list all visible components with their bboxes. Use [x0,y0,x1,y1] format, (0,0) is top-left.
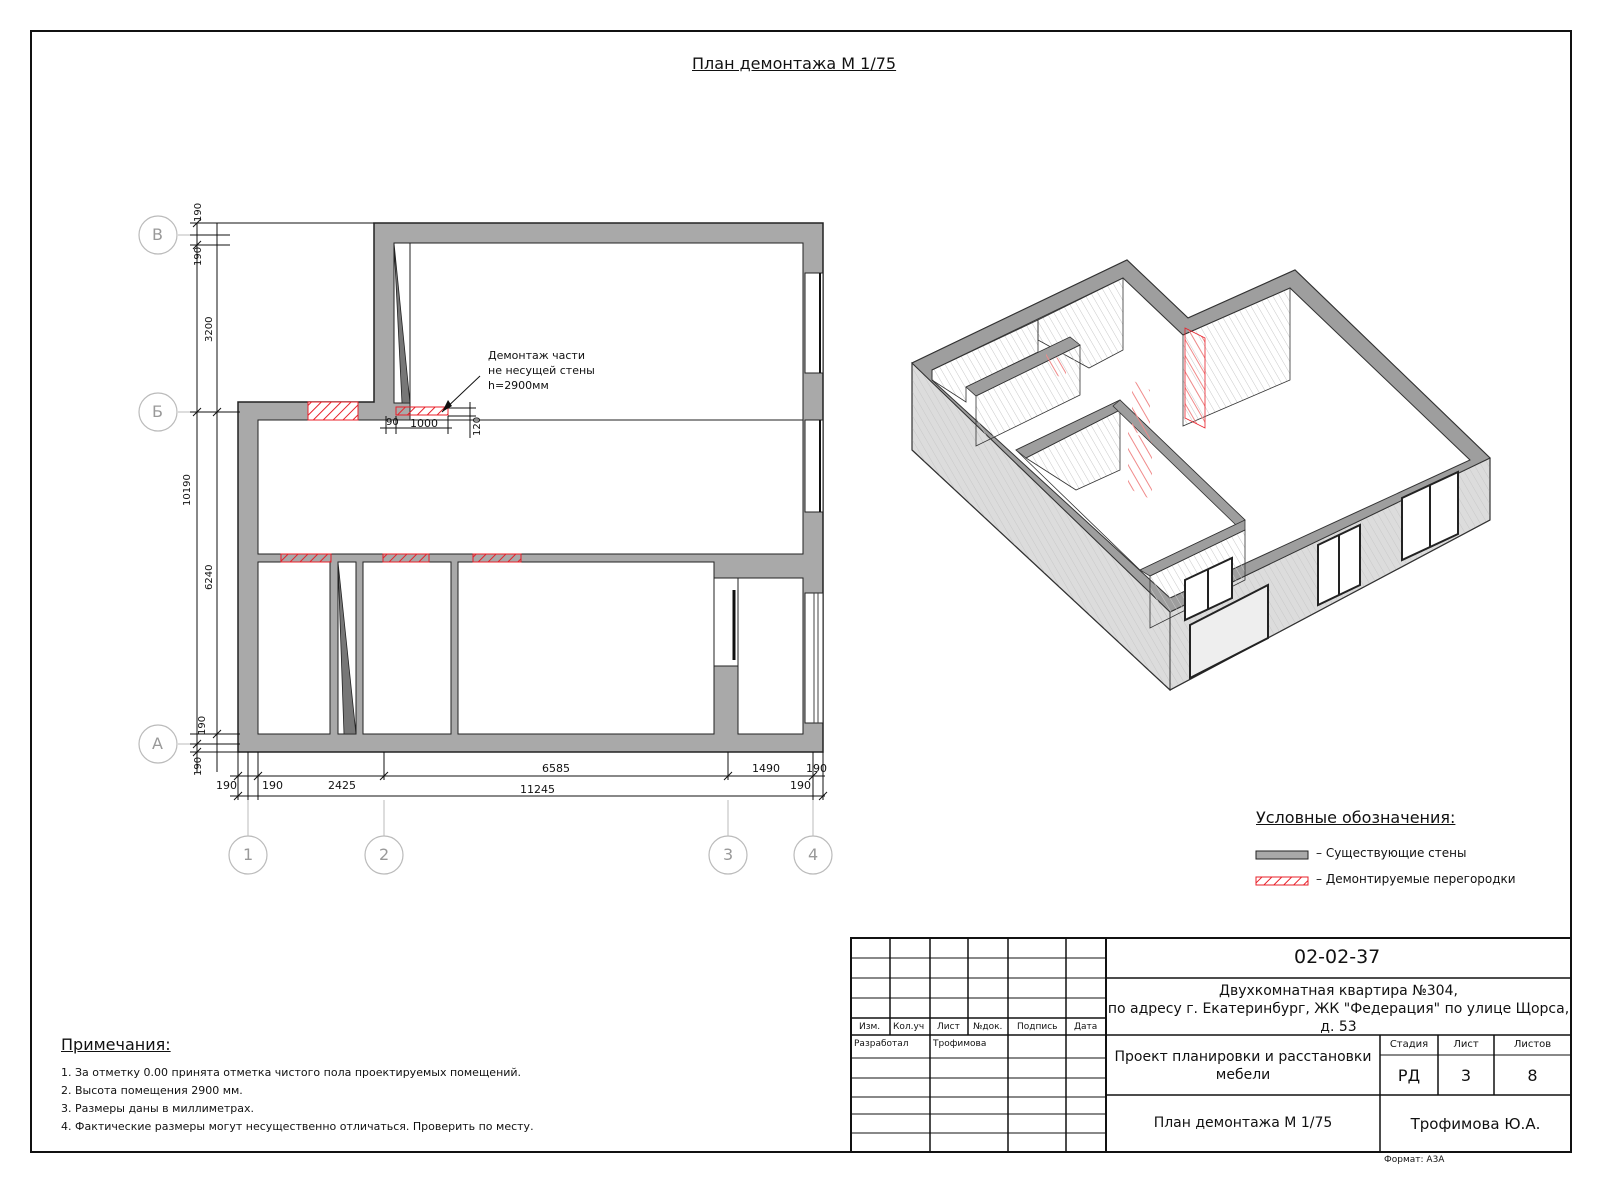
notes-title: Примечания: [61,1035,171,1054]
dim-b-6585: 6585 [542,762,570,775]
notes-list [61,1064,534,1136]
room-1 [258,562,330,734]
note-item-4: 4. Фактические размеры могут несущественно отличаться. Проверить по месту. [61,1120,534,1133]
room-top [410,243,803,420]
axis-label-3: 3 [723,845,734,864]
room-4 [738,578,803,734]
demolition-note [488,348,595,393]
dim-190-bot2: 190 [193,756,204,776]
axis-label-v: В [152,225,163,244]
windows-right [805,273,823,723]
col-kol: Кол.уч [893,1022,925,1032]
axis-label-4: 4 [808,845,819,864]
stamp-project-line2: мебели [1215,1067,1271,1083]
dim-b-190b: 190 [262,779,283,792]
axis-label-1: 1 [243,845,254,864]
room-3 [458,562,714,734]
legend-swatch-existing [1256,851,1308,859]
dim-b-1490: 1490 [752,762,780,775]
stamp-address-line3: д. 53 [1320,1019,1357,1035]
col-podpis: Подпись [1017,1022,1058,1032]
axis-label-b: Б [152,402,163,421]
col-izm: Изм. [859,1022,881,1032]
legend-swatch-demolish [1256,877,1308,885]
legend-demolish-label: – Демонтируемые перегородки [1316,872,1516,886]
dim-190-bot1: 190 [197,715,208,735]
isometric-view [912,260,1490,690]
dim-b-2425: 2425 [328,779,356,792]
demolition-note-line1: Демонтаж части [488,349,585,362]
dim-3200: 3200 [204,316,215,342]
stamp-author: Трофимова Ю.А. [1410,1115,1541,1133]
note-item-2: 2. Высота помещения 2900 мм. [61,1084,243,1097]
dim-190-top2: 190 [193,246,204,266]
sheet-number: 3 [1460,1066,1472,1085]
stamp-address-line1: Двухкомнатная квартира №304, [1219,983,1458,999]
format-label: Формат: А3А [1384,1155,1445,1165]
sheet-label: Лист [1453,1039,1479,1050]
dim-b-190c: 190 [806,762,827,775]
stage-value: РД [1397,1066,1421,1085]
dim-b-190a: 190 [216,779,237,792]
stage-label: Стадия [1389,1039,1429,1050]
room-2 [363,562,451,734]
dim-190-top1: 190 [193,202,204,222]
axis-label-2: 2 [379,845,390,864]
col-list: Лист [937,1022,960,1032]
stamp-project [1106,1048,1380,1084]
room-big [258,420,803,554]
sheets-total: 8 [1527,1066,1538,1085]
dim-10190: 10190 [182,474,193,506]
dim-i-90: 90 [386,417,399,428]
stamp-project-line1: Проект планировки и расстановки [1114,1049,1372,1065]
stamp-address-line2: по адресу г. Екатеринбург, ЖК "Федерация" по улице Щорса, [1107,1001,1570,1017]
note-item-1: 1. За отметку 0.00 принята отметка чистого пола проектируемых помещений. [61,1066,522,1079]
floor-plan [139,216,832,874]
col-data: Дата [1074,1022,1098,1032]
sheet-title: План демонтажа М 1/75 [692,54,897,73]
dim-i-1000: 1000 [410,417,438,430]
demolition-note-line2: не несущей стены [488,364,595,377]
dim-i-120: 120 [472,416,483,436]
axis-label-a: А [152,734,163,753]
stamp-drawing-title: План демонтажа М 1/75 [1153,1115,1333,1131]
dim-b-190d: 190 [790,779,811,792]
stamp-address [1106,982,1571,1036]
razrabotal-name: Трофимова [933,1039,987,1049]
dim-b-11245: 11245 [520,783,555,796]
razrabotal-label: Разработал [854,1039,909,1049]
sheets-label: Листов [1513,1039,1552,1050]
legend-existing-label: – Существующие стены [1316,846,1467,860]
demolition-note-line3: h=2900мм [488,379,549,392]
stamp-code: 02-02-37 [1294,946,1381,968]
note-item-3: 3. Размеры даны в миллиметрах. [61,1102,255,1115]
dim-6240: 6240 [204,564,215,590]
legend-title: Условные обозначения: [1256,808,1456,827]
col-ndok: №док. [973,1022,1003,1032]
